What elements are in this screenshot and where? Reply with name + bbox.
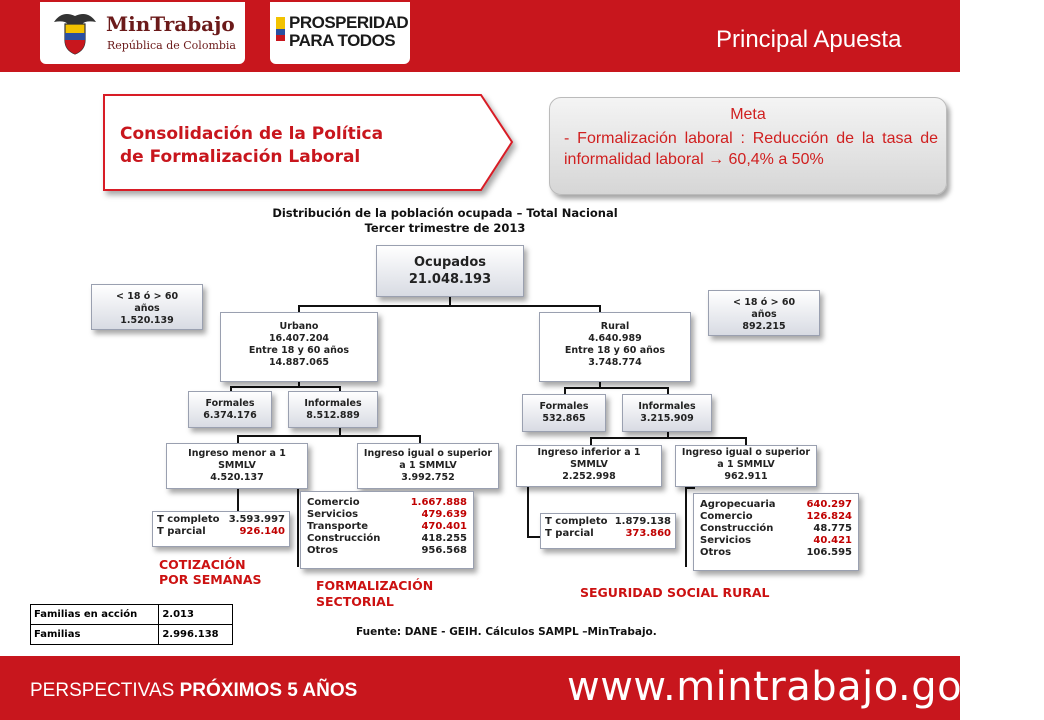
- table-row: [305, 533, 469, 545]
- arrow-title-line2: de Formalización Laboral: [120, 147, 361, 167]
- table-row: [698, 535, 854, 547]
- row-value: 1.667.888: [410, 497, 467, 508]
- row-value: 926.140: [239, 526, 285, 537]
- website-link[interactable]: www.mintrabajo.gov.co: [567, 664, 1044, 710]
- row-value: 1.879.138: [614, 516, 671, 527]
- left-age-line2: años: [134, 303, 160, 314]
- connector: [685, 487, 695, 489]
- prosperidad-line1: PROSPERIDAD: [289, 13, 409, 32]
- urbano-range-value: 14.887.065: [268, 357, 330, 368]
- table-row: [698, 499, 854, 511]
- left-age-line1: < 18 ó > 60: [115, 291, 179, 302]
- cotizacion-line2: POR SEMANAS: [159, 572, 262, 587]
- row-label: Otros: [307, 545, 339, 556]
- u-sectores-box: [300, 491, 474, 569]
- row-label: Construcción: [700, 523, 774, 534]
- diagram-title-line1: Distribución de la población ocupada – Total Nacional: [272, 206, 618, 220]
- rural-label: Rural: [600, 321, 630, 332]
- table-row: [305, 521, 469, 533]
- u-igual-line2: a 1 SMMLV: [399, 460, 457, 471]
- table-row: [31, 625, 233, 645]
- r-sectores-box: [693, 493, 859, 571]
- u-formales-label: Formales: [205, 398, 255, 409]
- rural-range-value: 3.748.774: [588, 357, 642, 368]
- row-value: 640.297: [806, 499, 852, 510]
- row-value: 373.860: [625, 528, 671, 539]
- fuente: Fuente: DANE - GEIH. Cálculos SAMPL –MinTrabajo.: [356, 626, 657, 638]
- connector: [527, 487, 529, 537]
- rural-value: 4.640.989: [588, 333, 642, 344]
- u-informales-label: Informales: [304, 398, 362, 409]
- right-age-line1: < 18 ó > 60: [732, 297, 796, 308]
- ocupados-label: Ocupados: [413, 255, 487, 270]
- u-formales-box: [188, 391, 272, 428]
- arrow-title-line1: Consolidación de la Política: [120, 124, 384, 144]
- right-age-line2: años: [751, 309, 777, 320]
- formalizacion-line2: SECTORIAL: [316, 594, 394, 609]
- u-menor-value: 4.520.137: [210, 472, 264, 483]
- r-igual-box: [675, 445, 817, 487]
- connector: [237, 435, 420, 437]
- urbano-value: 16.407.204: [268, 333, 330, 344]
- persp-normal: PERSPECTIVAS: [30, 680, 175, 701]
- prosperidad-logo: [270, 2, 410, 64]
- u-formales-value: 6.374.176: [203, 410, 257, 421]
- u-informales-box: [288, 391, 378, 428]
- row-value: 106.595: [806, 547, 852, 558]
- r-inferior-value: 2.252.998: [562, 471, 616, 482]
- formalizacion-line1: FORMALIZACIÓN: [316, 578, 434, 593]
- r-formales-label: Formales: [539, 401, 589, 412]
- r-sectores-table: [698, 499, 854, 559]
- row-value: 2.996.138: [159, 625, 233, 645]
- right-age-value: 892.215: [742, 321, 786, 332]
- row-value: 956.568: [421, 545, 467, 556]
- ocupados-box: [376, 245, 524, 297]
- row-value: 2.013: [159, 605, 233, 625]
- meta-text: - Formalización laboral : Reducción de la tasa de informalidad laboral → 60,4% a 50%: [564, 130, 938, 168]
- connector: [297, 487, 299, 567]
- u-tiempo-box: [152, 511, 290, 547]
- connector: [298, 305, 600, 307]
- connector: [590, 437, 746, 439]
- urbano-box: [220, 312, 378, 382]
- table-row: [31, 605, 233, 625]
- r-igual-line1: Ingreso igual o superior: [681, 447, 811, 458]
- connector: [527, 536, 541, 538]
- row-value: 40.421: [813, 535, 852, 546]
- principal-title: Principal Apuesta: [716, 26, 902, 53]
- row-label: Agropecuaria: [700, 499, 776, 510]
- r-informales-label: Informales: [638, 401, 696, 412]
- u-menor-line1: Ingreso menor a 1: [188, 448, 286, 459]
- u-menor-box: [166, 443, 308, 489]
- mintrabajo-sub: República de Colombia: [107, 39, 236, 52]
- meta-box: [549, 97, 947, 195]
- cotizacion-label: [159, 557, 262, 587]
- row-label: Familias: [31, 625, 159, 645]
- seguridad-label: SEGURIDAD SOCIAL RURAL: [580, 585, 770, 600]
- r-inferior-line1: Ingreso inferior a 1: [537, 447, 641, 458]
- u-sectores-table: [305, 497, 469, 557]
- mintrabajo-logo: [40, 2, 245, 64]
- arrow-title: [120, 123, 383, 169]
- row-label: Familias en acción: [31, 605, 159, 625]
- meta-title: Meta: [730, 106, 766, 123]
- r-formales-box: [522, 394, 606, 432]
- flag-yellow: [276, 17, 285, 29]
- u-igual-value: 3.992.752: [401, 472, 455, 483]
- r-informales-box: [622, 394, 712, 432]
- r-informales-value: 3.215.909: [640, 413, 694, 424]
- cotizacion-line1: COTIZACIÓN: [159, 557, 246, 572]
- prosperidad-line2: PARA TODOS: [289, 31, 396, 50]
- u-informales-value: 8.512.889: [306, 410, 360, 421]
- r-formales-value: 532.865: [542, 413, 586, 424]
- u-igual-box: [357, 443, 499, 489]
- row-label: Otros: [700, 547, 732, 558]
- familias-table: [30, 604, 233, 645]
- connector: [230, 386, 340, 388]
- r-tiempo-box: [540, 513, 676, 549]
- row-value: 418.255: [421, 533, 467, 544]
- row-label: Comercio: [307, 497, 360, 508]
- connector: [564, 387, 668, 389]
- row-value: 470.401: [421, 521, 467, 532]
- r-inferior-line2: SMMLV: [570, 459, 608, 470]
- row-label: T completo: [545, 516, 608, 527]
- left-age-box: [91, 284, 203, 330]
- table-row: [698, 523, 854, 535]
- row-value: 479.639: [421, 509, 467, 520]
- table-row: [305, 497, 469, 509]
- coat-of-arms-icon: [48, 6, 102, 60]
- row-value: 48.775: [813, 523, 852, 534]
- r-igual-line2: a 1 SMMLV: [717, 459, 775, 470]
- row-label: Servicios: [307, 509, 359, 520]
- left-age-value: 1.520.139: [120, 315, 174, 326]
- row-value: 126.824: [806, 511, 852, 522]
- connector: [685, 487, 687, 567]
- familias-table-wrap: [30, 604, 233, 652]
- row-label: T completo: [157, 514, 220, 525]
- table-row: [698, 511, 854, 523]
- rural-range: Entre 18 y 60 años: [564, 345, 666, 356]
- persp-bold: PRÓXIMOS 5 AÑOS: [179, 680, 358, 701]
- u-menor-line2: SMMLV: [218, 460, 256, 471]
- r-igual-value: 962.911: [724, 471, 768, 482]
- diagram-title: [220, 206, 670, 236]
- r-inferior-box: [516, 445, 662, 487]
- flag-red: [276, 35, 285, 41]
- table-row: [543, 516, 673, 528]
- table-row: [155, 514, 287, 526]
- right-age-box: [708, 290, 820, 336]
- diagram-title-line2: Tercer trimestre de 2013: [364, 221, 526, 235]
- urbano-range: Entre 18 y 60 años: [248, 345, 350, 356]
- perspectivas: [30, 680, 357, 702]
- u-igual-line1: Ingreso igual o superior: [363, 448, 493, 459]
- r-tiempo-table: [543, 516, 673, 540]
- u-tiempo-table: [155, 514, 287, 538]
- table-row: [698, 547, 854, 559]
- row-value: 3.593.997: [228, 514, 285, 525]
- row-label: Comercio: [700, 511, 753, 522]
- row-label: Transporte: [307, 521, 368, 532]
- row-label: T parcial: [157, 526, 206, 537]
- row-label: Servicios: [700, 535, 752, 546]
- table-row: [305, 509, 469, 521]
- table-row: [155, 526, 287, 538]
- row-label: Construcción: [307, 533, 381, 544]
- formalizacion-label: [316, 578, 433, 610]
- urbano-label: Urbano: [279, 321, 319, 332]
- mintrabajo-name: MinTrabajo: [106, 12, 235, 36]
- ocupados-value: 21.048.193: [408, 272, 492, 287]
- row-label: T parcial: [545, 528, 594, 539]
- rural-box: [539, 312, 691, 382]
- table-row: [543, 528, 673, 540]
- table-row: [305, 545, 469, 557]
